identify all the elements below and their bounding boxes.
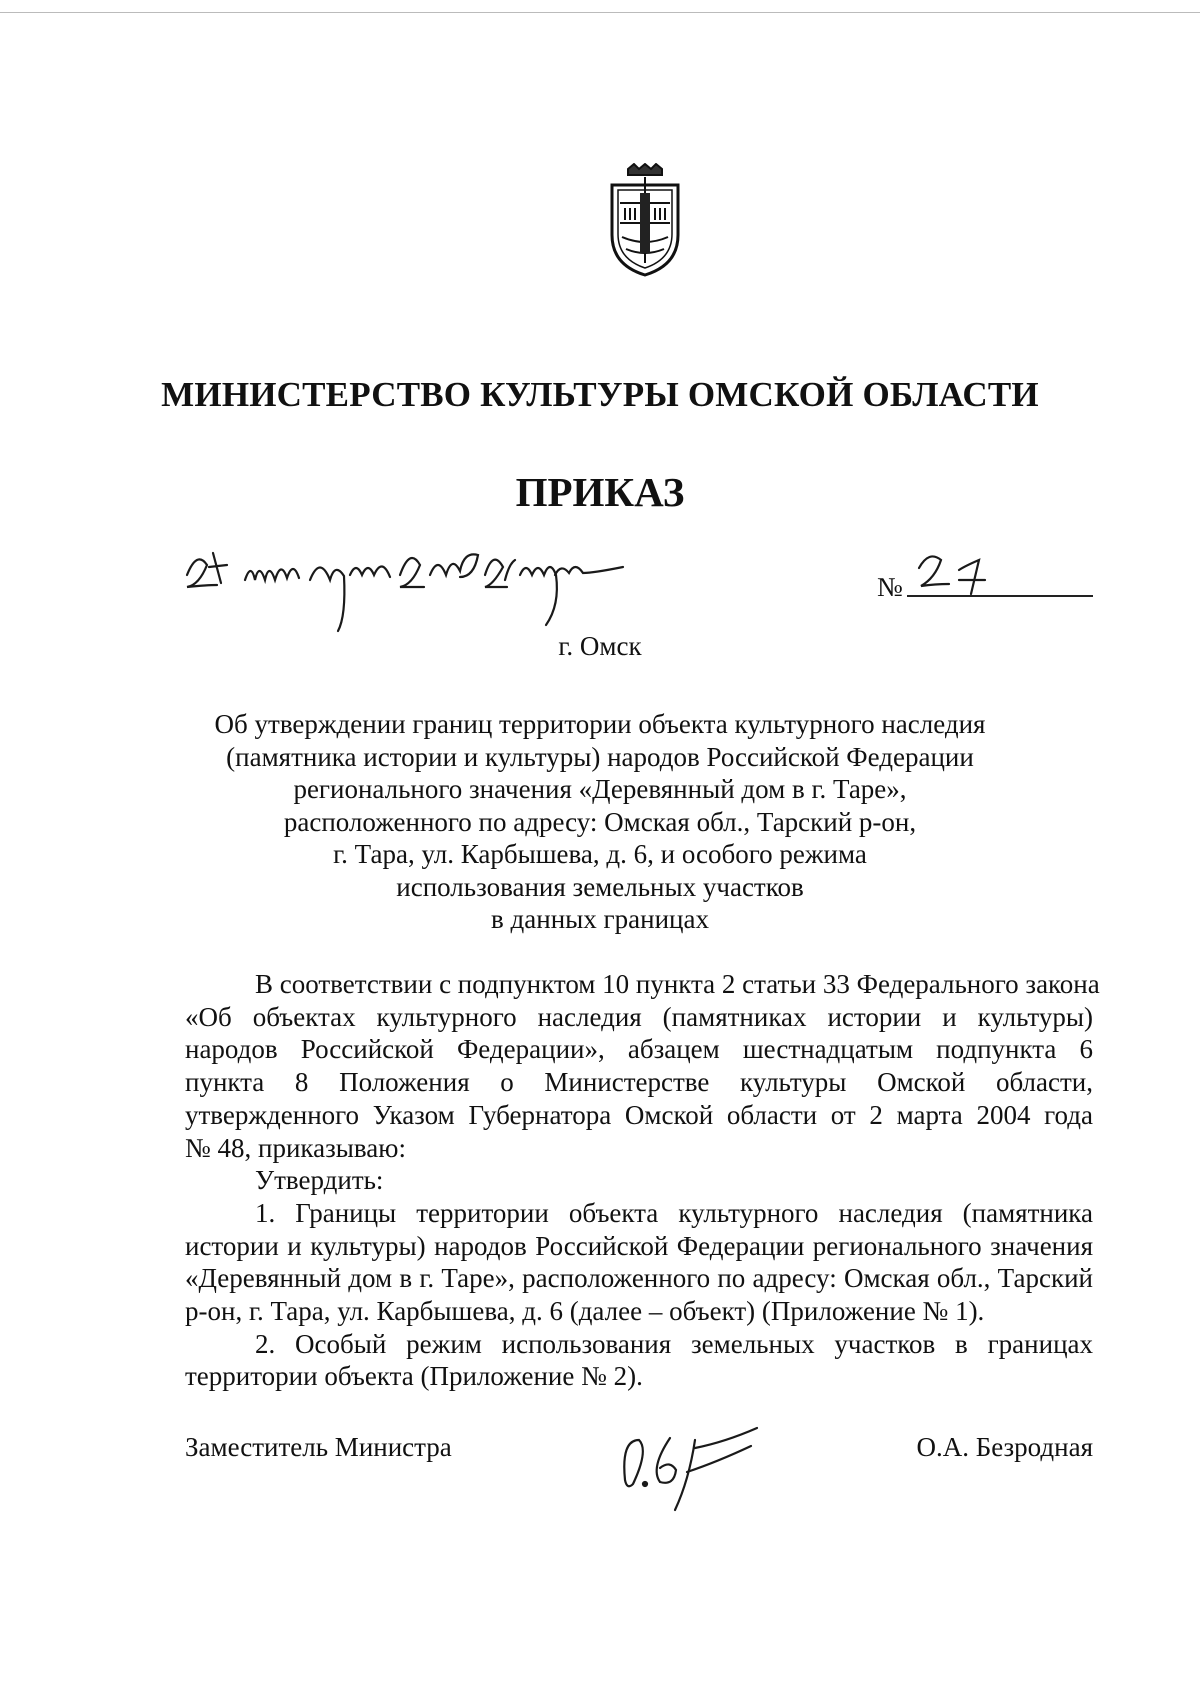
title-line: использования земельных участков [396, 871, 804, 902]
coat-of-arms-icon [600, 163, 690, 278]
body-line: «Деревянный дом в г. Таре», расположенного по адресу: Омская обл., Тарский [185, 1263, 1093, 1294]
order-title [160, 708, 1040, 936]
signatory-name: О.А. Безродная [916, 1432, 1093, 1462]
body-line: № 48, приказываю: [185, 1132, 406, 1163]
body-line: В соответствии с подпунктом 10 пункта 2 статьи 33 Федерального закона [255, 969, 1100, 999]
body-line: Утвердить: [255, 1165, 384, 1196]
scan-edge-line [0, 12, 1200, 13]
body-line: народов Российской Федерации», абзацем шестнадцатым подпункта 6 [185, 1034, 1093, 1065]
title-line: Об утверждении границ территории объекта культурного наследия [214, 709, 986, 739]
signatory-position: Заместитель Министра [185, 1432, 452, 1462]
body-line: «Об объектах культурного наследия (памятниках истории и культуры) [185, 1001, 1093, 1032]
body-line: территории объекта (Приложение № 2). [185, 1361, 643, 1392]
title-line: в данных границах [491, 904, 709, 934]
document-type-heading: ПРИКАЗ [515, 469, 685, 515]
number-label: № [877, 572, 903, 602]
title-line: расположенного по адресу: Омская обл., Тарский р-он, [283, 806, 917, 837]
handwritten-number [915, 548, 1005, 603]
body-line: пункта 8 Положения о Министерстве культуры Омской области, [185, 1067, 1093, 1098]
body-line: утвержденного Указом Губернатора Омской области от 2 марта 2004 года [185, 1099, 1093, 1130]
body-line: истории и культуры) народов Российской Федерации регионального значения [185, 1230, 1093, 1261]
order-body [185, 968, 1100, 1393]
body-line: 2. Особый режим использования земельных участков в границах [255, 1328, 1093, 1359]
body-line: 1. Границы территории объекта культурного наследия (памятника [255, 1197, 1093, 1228]
title-line: г. Тара, ул. Карбышева, д. 6, и особого режима [333, 839, 867, 869]
title-line: (памятника истории и культуры) народов Российской Федерации [226, 741, 974, 772]
body-line: р-он, г. Тара, ул. Карбышева, д. 6 (далее – объект) (Приложение № 1). [185, 1296, 985, 1327]
ministry-heading: МИНИСТЕРСТВО КУЛЬТУРЫ ОМСКОЙ ОБЛАСТИ [161, 375, 1039, 414]
handwritten-signature [615, 1420, 765, 1515]
handwritten-date [185, 535, 635, 635]
city-line: г. Омск [558, 631, 642, 661]
title-line: регионального значения «Деревянный дом в г. Таре», [293, 774, 907, 804]
